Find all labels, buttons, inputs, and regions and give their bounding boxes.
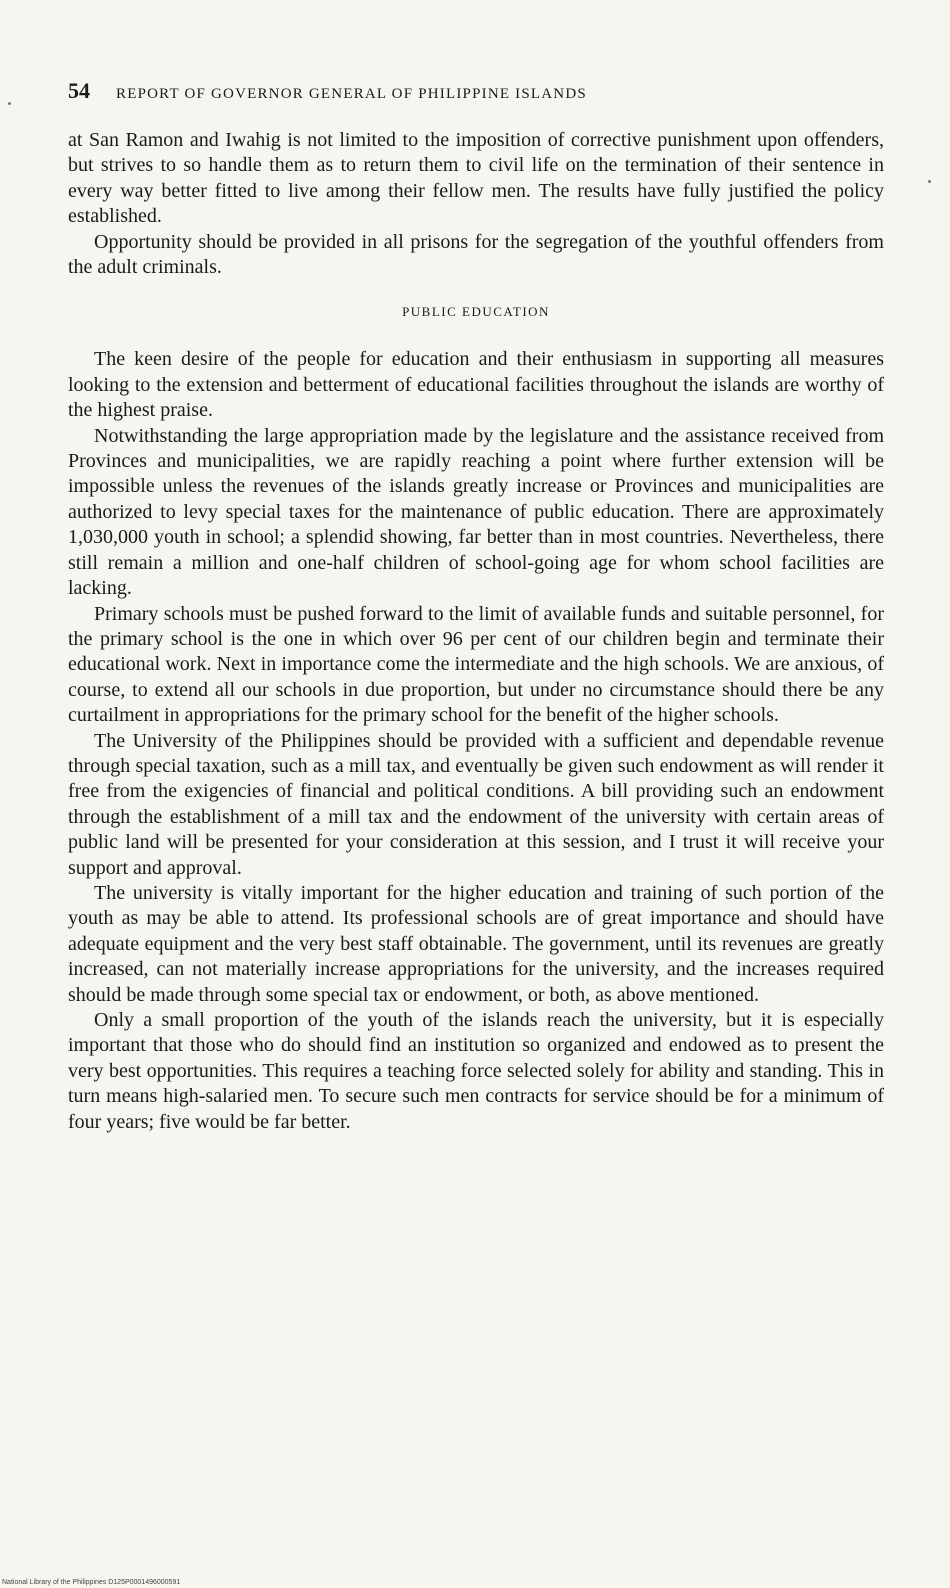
paragraph: The university is vitally important for the higher education and training of such portion of the youth as may be able to attend. Its professional schools are of great importance and should have adequate equipment and the very best staff obtainable. The government, until its revenues are greatly increased, can not materially increase appropriations for the university, and the increases required should be made through some special tax or endowment, or both, as above mentioned. <box>68 881 884 1006</box>
page-body <box>68 128 884 1135</box>
section-heading: PUBLIC EDUCATION <box>402 304 550 320</box>
paragraph: The keen desire of the people for education and their enthusiasm in supporting all measures looking to the extension and betterment of educational facilities throughout the islands are worthy of the highest praise. <box>68 348 884 422</box>
paragraph: The University of the Philippines should be provided with a sufficient and dependable revenue through special taxation, such as a mill tax, and eventually be given such endowment as will render it free from the exigencies of financial and political conditions. A bill providing such an endowment through the establishment of a mill tax and the endowment of the university with certain areas of public land will be presented for your consideration at this session, and I trust it will receive your support and approval. <box>68 729 884 879</box>
running-head: REPORT OF GOVERNOR GENERAL OF PHILIPPINE ISLANDS <box>116 86 587 102</box>
page-header <box>68 78 888 104</box>
paragraph: at San Ramon and Iwahig is not limited to the imposition of corrective punishment upon offenders, but strives to so handle them as to return them to civil life on the termination of their sentence in every way better fitted to live among their fellow men. The results have fully justified the policy established. <box>68 129 884 228</box>
paragraph: Notwithstanding the large appropriation made by the legislature and the assistance received from Provinces and municipalities, we are rapidly reaching a point where further extension will be impossible unless the revenues of the islands greatly increase or Provinces and municipalities are authorized to levy special taxes for the maintenance of public education. There are approximately 1,030,000 youth in school; a splendid showing, far better than in most countries. Nevertheless, there still remain a million and one-half children of school-going age for whom school facilities are lacking. <box>68 424 884 600</box>
paragraph: Only a small proportion of the youth of the islands reach the university, but it is especially important that those who do should find an institution so organized and endowed as to present the very best opportunities. This requires a teaching force selected solely for ability and standing. This in turn means high-salaried men. To secure such men contracts for service should be for a minimum of four years; five would be far better. <box>68 1009 884 1133</box>
scan-footer-note: National Library of the Philippines D125P0001496000591 <box>2 1579 181 1586</box>
page-number: 54 <box>68 78 90 103</box>
scan-speck <box>8 102 11 105</box>
paragraph: Opportunity should be provided in all prisons for the segregation of the youthful offenders from the adult criminals. <box>68 230 884 279</box>
paragraph: Primary schools must be pushed forward to the limit of available funds and suitable personnel, for the primary school is the one in which over 96 per cent of our children begin and terminate their educational work. Next in importance come the intermediate and the high schools. We are anxious, of course, to extend all our schools in due proportion, but under no circumstance should there be any curtailment in appropriations for the primary school for the benefit of the higher schools. <box>68 602 884 727</box>
scan-speck <box>928 180 931 183</box>
